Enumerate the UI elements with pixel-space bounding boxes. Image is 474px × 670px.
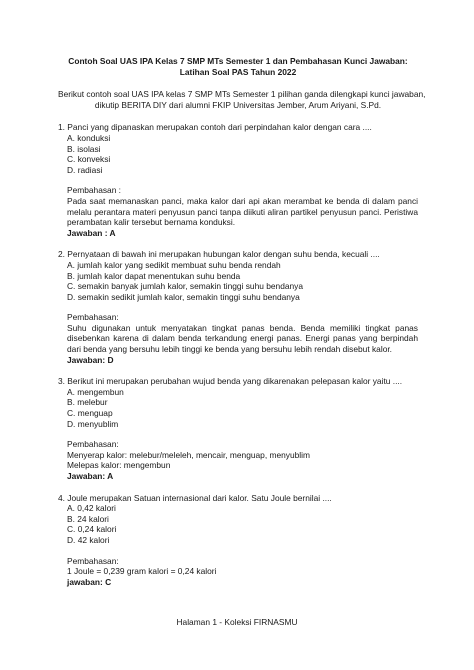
intro-line-1: Berikut contoh soal UAS IPA kelas 7 SMP MTs Semester 1 pilihan ganda dilengkapi kunci jawaban, — [58, 89, 426, 100]
question-1 — [58, 122, 418, 238]
question-text: 4. Joule merupakan Satuan internasional dari kalor. Satu Joule bernilai .... — [58, 492, 332, 503]
page-footer: Halaman 1 - Koleksi FIRNASMU — [176, 617, 298, 627]
option-item: C. 0,24 kalori — [67, 524, 117, 535]
discussion-line: Melepas kalor: mengembun — [67, 460, 171, 471]
document-page — [58, 56, 426, 587]
answer-key: jawaban: C — [67, 576, 112, 587]
option-item: A. jumlah kalor yang sedikit membuat suhu benda rendah — [67, 259, 281, 270]
discussion-line: 1 Joule = 0,239 gram kalori = 0,24 kalori — [67, 566, 217, 577]
option-list — [67, 387, 418, 429]
option-item: A. mengembun — [67, 386, 124, 397]
discussion-label: Pembahasan : — [67, 185, 122, 196]
discussion — [67, 312, 418, 365]
question-text: 3. Berikut ini merupakan perubahan wujud benda yang dikarenakan pelepasan kalor yaitu .... — [58, 376, 403, 387]
discussion — [67, 556, 418, 588]
answer-key: Jawaban : A — [67, 227, 116, 238]
option-item: D. radiasi — [67, 164, 103, 175]
option-item: C. konveksi — [67, 154, 111, 165]
option-item: C. menguap — [67, 408, 113, 419]
question-4 — [58, 493, 418, 588]
question-list — [58, 122, 418, 587]
option-item: D. semakin sedikit jumlah kalor, semakin tinggi suhu bendanya — [67, 291, 300, 302]
option-item: B. jumlah kalor dapat menentukan suhu benda — [67, 270, 241, 281]
intro-line-2: dikutip BERITA DIY dari alumni FKIP Universitas Jember, Arum Ariyani, S.Pd. — [94, 99, 382, 110]
discussion — [67, 185, 418, 238]
discussion — [67, 439, 418, 481]
discussion-label: Pembahasan: — [67, 439, 119, 450]
title-line-1: Contoh Soal UAS IPA Kelas 7 SMP MTs Semester 1 dan Pembahasan Kunci Jawaban: — [68, 56, 408, 66]
discussion-label: Pembahasan: — [67, 312, 119, 323]
question-text: 2. Pernyataan di bawah ini merupakan hubungan kalor dengan suhu benda, kecuali .... — [58, 249, 380, 260]
option-item: A. 0,42 kalori — [67, 503, 116, 514]
answer-key: Jawaban: D — [67, 354, 114, 365]
question-text: 1. Panci yang dipanaskan merupakan contoh dari perpindahan kalor dengan cara .... — [58, 122, 372, 133]
title-line-2: Latihan Soal PAS Tahun 2022 — [179, 66, 297, 77]
option-item: A. konduksi — [67, 132, 111, 143]
option-item: C. semakin banyak jumlah kalor, semakin tinggi suhu bendanya — [67, 281, 304, 292]
option-item: D. menyublim — [67, 418, 119, 429]
option-item: B. melebur — [67, 397, 108, 408]
discussion-text: Pada saat memanaskan panci, maka kalor dari api akan merambat ke benda di dalam panci melalu perantara materi penyusun panci tanpa diikuti aliran partikel penyusun panci. Peristiwa perambatan kalir tersebut bernama konduksi. — [67, 195, 418, 228]
question-2 — [58, 249, 418, 365]
option-item: D. 42 kalori — [67, 534, 110, 545]
option-list — [67, 503, 418, 545]
option-list — [67, 133, 418, 175]
option-list — [67, 260, 418, 302]
discussion-text: Suhu digunakan untuk menyatakan tingkat panas benda. Benda memiliki tingkat panas disebenkan karena di dalam benda terkandung energi panas. Energi panas yang berpindah dari benda yang bersuhu lebih tinggi ke benda yang bersuhu lebih rendah disebut kalor. — [67, 322, 418, 355]
discussion-label: Pembahasan: — [67, 555, 119, 566]
answer-key: Jawaban: A — [67, 471, 114, 481]
question-3 — [58, 376, 418, 481]
intro-paragraph — [58, 89, 426, 110]
discussion-line: Menyerap kalor: melebur/meleleh, mencair, menguap, menyublim — [67, 449, 310, 460]
option-item: B. isolasi — [67, 143, 101, 154]
document-title — [58, 56, 418, 77]
option-item: B. 24 kalori — [67, 513, 109, 524]
